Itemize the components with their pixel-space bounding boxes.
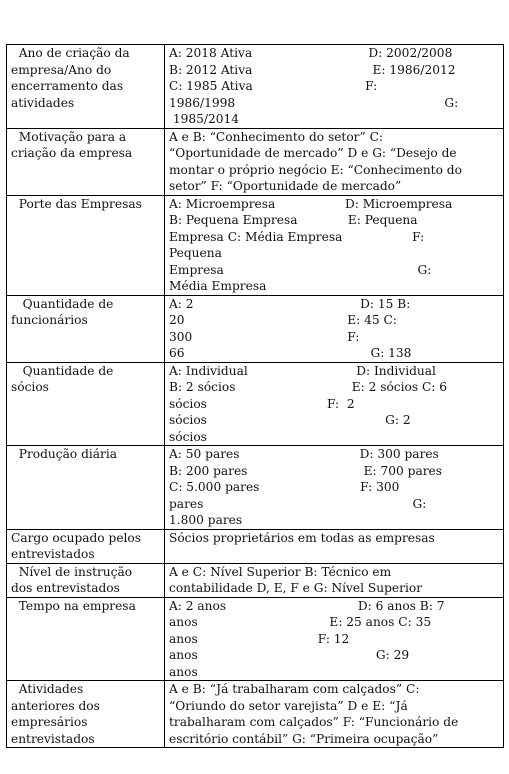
table-row — [7, 563, 504, 597]
row-label-line: funcionários — [11, 313, 88, 327]
table-row — [7, 446, 504, 530]
table-row — [7, 597, 504, 681]
row-value-line: “Oportunidade de mercado” D e G: “Desejo de — [169, 146, 457, 160]
row-value-line: Média Empresa — [169, 279, 267, 293]
row-value-line: Empresa G: — [169, 262, 432, 277]
row-value-line: A: 2 anos D: 6 anos B: 7 — [169, 598, 445, 613]
row-label-line: entrevistados — [11, 731, 95, 746]
row-value-cell — [165, 295, 504, 362]
row-label-cell — [7, 446, 165, 530]
table-row — [7, 681, 504, 748]
row-value-line: B: 2 sócios E: 2 sócios C: 6 — [169, 380, 448, 394]
row-value-cell — [165, 128, 504, 195]
row-value-line: Pequena — [169, 246, 222, 260]
company-profile-table — [6, 44, 504, 748]
table-row — [7, 362, 504, 446]
row-label-line: encerramento das — [11, 79, 124, 93]
row-label-line: Tempo na empresa — [11, 598, 136, 613]
row-value-line: B: Pequena Empresa E: Pequena — [169, 213, 418, 227]
row-value-line: 1.800 pares — [169, 513, 243, 527]
row-value-cell — [165, 45, 504, 129]
row-label-cell — [7, 295, 165, 362]
row-value-line: C: 1985 Ativa F: — [169, 79, 378, 93]
row-label-line: atividades — [11, 95, 75, 110]
row-value-line: 1986/1998 G: — [169, 95, 459, 110]
row-value-line: A: 2 D: 15 B: — [169, 296, 411, 311]
row-label-line: Quantidade de — [11, 363, 114, 378]
row-value-line: A: Individual D: Individual — [169, 363, 436, 378]
row-label-line: Produção diária — [11, 447, 118, 461]
row-label-line: criação da empresa — [11, 146, 133, 160]
row-value-line: escritório contábil” G: “Primeira ocupação” — [169, 731, 439, 746]
row-value-line: sócios G: 2 — [169, 413, 411, 427]
row-value-cell — [165, 563, 504, 597]
row-label-line: Quantidade de — [11, 296, 114, 311]
table-body — [7, 45, 504, 748]
table-row — [7, 128, 504, 195]
row-value-line: A: 50 pares D: 300 pares — [169, 447, 439, 461]
row-value-line: “Oriundo do setor varejista” D e E: “Já — [169, 698, 408, 713]
row-value-line: B: 200 pares E: 700 pares — [169, 463, 443, 478]
row-label-line: Ano de criação da — [11, 46, 130, 60]
row-value-line: C: 5.000 pares F: 300 — [169, 480, 400, 494]
row-value-cell — [165, 681, 504, 748]
row-value-line: A e C: Nível Superior B: Técnico em — [169, 564, 392, 579]
row-value-line: 20 E: 45 C: — [169, 313, 397, 327]
row-label-line: empresa/Ano do — [11, 62, 112, 77]
row-value-line: 300 F: — [169, 329, 360, 344]
row-label-line: Porte das Empresas — [11, 196, 142, 211]
row-label-line: sócios — [11, 380, 49, 394]
table-row — [7, 195, 504, 295]
row-value-cell — [165, 529, 504, 563]
row-label-line: entrevistados — [11, 547, 95, 561]
row-value-line: anos E: 25 anos C: 35 — [169, 615, 432, 629]
row-value-line: A: 2018 Ativa D: 2002/2008 — [169, 46, 453, 60]
row-value-line: anos — [169, 664, 198, 679]
row-value-line: setor” F: “Oportunidade de mercado” — [169, 179, 402, 193]
row-value-line: A: Microempresa D: Microempresa — [169, 196, 453, 211]
row-value-line: contabilidade D, E, F e G: Nível Superior — [169, 581, 423, 595]
row-value-line: pares G: — [169, 496, 427, 511]
row-value-line: Sócios proprietários em todas as empresas — [169, 530, 435, 545]
row-value-line: trabalharam com calçados” F: “Funcionário de — [169, 715, 459, 729]
row-value-cell — [165, 195, 504, 295]
row-value-line: B: 2012 Ativa E: 1986/2012 — [169, 62, 456, 77]
row-value-line: sócios F: 2 — [169, 396, 355, 411]
row-label-line: Motivação para a — [11, 129, 127, 144]
row-label-cell — [7, 195, 165, 295]
row-value-line: A e B: “Conhecimento do setor” C: — [169, 129, 384, 144]
row-value-cell — [165, 597, 504, 681]
row-label-line: anteriores dos — [11, 698, 100, 713]
row-label-cell — [7, 681, 165, 748]
row-label-cell — [7, 597, 165, 681]
row-value-line: anos G: 29 — [169, 648, 410, 662]
row-value-cell — [165, 446, 504, 530]
row-label-line: dos entrevistados — [11, 581, 120, 595]
row-label-line: empresários — [11, 715, 88, 729]
table-row — [7, 295, 504, 362]
row-value-cell — [165, 362, 504, 446]
table-row — [7, 529, 504, 563]
row-value-line: anos F: 12 — [169, 631, 350, 646]
row-label-cell — [7, 563, 165, 597]
row-label-cell — [7, 45, 165, 129]
row-label-line: Nível de instrução — [11, 564, 133, 579]
row-label-cell — [7, 128, 165, 195]
row-value-line: 1985/2014 — [169, 112, 240, 126]
row-label-cell — [7, 362, 165, 446]
row-value-line: sócios — [169, 429, 207, 444]
row-label-line: Cargo ocupado pelos — [11, 530, 142, 545]
row-value-line: 66 G: 138 — [169, 346, 412, 360]
row-value-line: montar o próprio negócio E: “Conhecimento do — [169, 162, 462, 177]
row-value-line: A e B: “Já trabalharam com calçados” C: — [169, 682, 420, 696]
row-label-cell — [7, 529, 165, 563]
row-value-line: Empresa C: Média Empresa F: — [169, 229, 425, 244]
table-row — [7, 45, 504, 129]
row-label-line: Atividades — [11, 682, 84, 696]
